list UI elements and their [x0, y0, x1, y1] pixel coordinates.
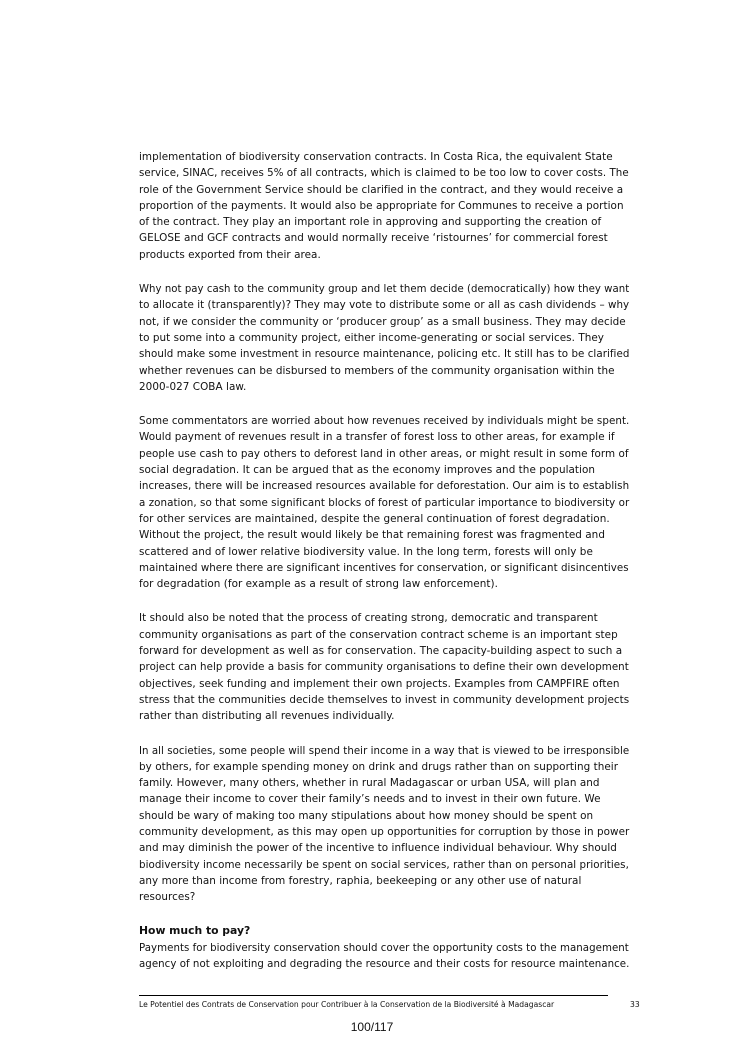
text-line: and may diminish the power of the incentive to influence individual behaviour. Why should — [139, 842, 617, 855]
text-line: agency of not exploiting and degrading the resource and their costs for resource maintenance. — [139, 958, 630, 971]
text-line: any more than income from forestry, raphia, beekeeping or any other use of natural — [139, 874, 582, 887]
text-line: community organisations as part of the conservation contract scheme is an important step — [139, 628, 618, 641]
text-line: service, SINAC, receives 5% of all contracts, which is claimed to be too low to cover costs. The — [139, 167, 629, 180]
text-line: project can help provide a basis for community organisations to define their own development — [139, 661, 629, 674]
text-line: people use cash to pay others to deforest land in other areas, or might result in some form of — [139, 447, 629, 460]
paragraph-3 — [139, 413, 629, 592]
text-line: Payments for biodiversity conservation should cover the opportunity costs to the management — [139, 941, 629, 954]
text-line: Why not pay cash to the community group and let them decide (democratically) how they want — [139, 283, 630, 296]
text-line: resources? — [139, 891, 196, 904]
section-paragraph — [139, 940, 629, 973]
footer-page-number: 33 — [630, 1000, 640, 1009]
paragraph-5 — [139, 743, 629, 906]
text-line: manage their income to cover their family’s needs and to invest in their own future. We — [139, 793, 601, 806]
text-line: stress that the communities decide themselves to invest in community development projects — [139, 693, 630, 706]
text-line: to put some into a community project, either income-generating or social services. They — [139, 331, 605, 344]
text-line: products exported from their area. — [139, 248, 321, 261]
text-line: scattered and of lower relative biodiversity value. In the long term, forests will only be — [139, 545, 593, 558]
text-line: maintained where there are significant incentives for conservation, or significant disincentives — [139, 561, 629, 574]
text-line: to allocate it (transparently)? They may vote to distribute some or all as cash dividends – why — [139, 299, 630, 312]
text-line: In all societies, some people will spend their income in a way that is viewed to be irresponsible — [139, 744, 630, 757]
text-line: should be wary of making too many stipulations about how money should be spent on — [139, 809, 594, 822]
text-line: social degradation. It can be argued that as the economy improves and the population — [139, 464, 596, 477]
text-line: a zonation, so that some significant blocks of forest of particular importance to biodiversity or — [139, 496, 630, 509]
text-line: family. However, many others, whether in rural Madagascar or urban USA, will plan and — [139, 777, 600, 790]
paragraph-2 — [139, 281, 629, 395]
text-line: whether revenues can be disbursed to members of the community organisation within the — [139, 364, 615, 377]
text-line: biodiversity income necessarily be spent on social services, rather than on personal priorities, — [139, 858, 629, 871]
paragraph-1 — [139, 149, 629, 263]
text-line: proportion of the payments. It would also be appropriate for Communes to receive a portion — [139, 199, 624, 212]
text-line: by others, for example spending money on drink and drugs rather than on supporting their — [139, 760, 619, 773]
text-line: should make some investment in resource maintenance, policing etc. It still has to be clarified — [139, 348, 630, 361]
text-line: It should also be noted that the process of creating strong, democratic and transparent — [139, 612, 598, 625]
text-line: objectives, seek funding and implement their own projects. Examples from CAMPFIRE often — [139, 677, 620, 690]
body-text — [139, 149, 629, 990]
footer-title: Le Potentiel des Contrats de Conservation pour Contribuer à la Conservation de la Biodiversité à Madagascar — [139, 1000, 555, 1009]
text-line: increases, there will be increased resources available for deforestation. Our aim is to establish — [139, 480, 630, 493]
paragraph-4 — [139, 610, 629, 724]
section-heading: How much to pay? — [139, 924, 251, 938]
text-line: for other services are maintained, despite the general continuation of forest degradation. — [139, 512, 610, 525]
text-line: Without the project, the result would likely be that remaining forest was fragmented and — [139, 529, 605, 542]
text-line: not, if we consider the community or ‘producer group’ as a small business. They may decide — [139, 315, 626, 328]
text-line: for degradation (for example as a result of strong law enforcement). — [139, 578, 498, 591]
text-line: 2000-027 COBA law. — [139, 380, 247, 393]
text-line: GELOSE and GCF contracts and would normally receive ‘ristournes’ for commercial forest — [139, 232, 608, 245]
text-line: Some commentators are worried about how revenues received by individuals might be spent. — [139, 415, 630, 428]
text-line: community development, as this may open up opportunities for corruption by those in power — [139, 825, 630, 838]
footer-divider — [139, 995, 608, 996]
page-counter: 100/117 — [350, 1020, 394, 1034]
text-line: of the contract. They play an important role in approving and supporting the creation of — [139, 216, 602, 229]
text-line: Would payment of revenues result in a transfer of forest loss to other areas, for example if — [139, 431, 615, 444]
text-line: forward for development as well as for conservation. The capacity-building aspect to such a — [139, 645, 623, 658]
text-line: rather than distributing all revenues individually. — [139, 710, 395, 723]
text-line: implementation of biodiversity conservation contracts. In Costa Rica, the equivalent State — [139, 151, 613, 163]
text-line: role of the Government Service should be clarified in the contract, and they would receive a — [139, 183, 624, 196]
